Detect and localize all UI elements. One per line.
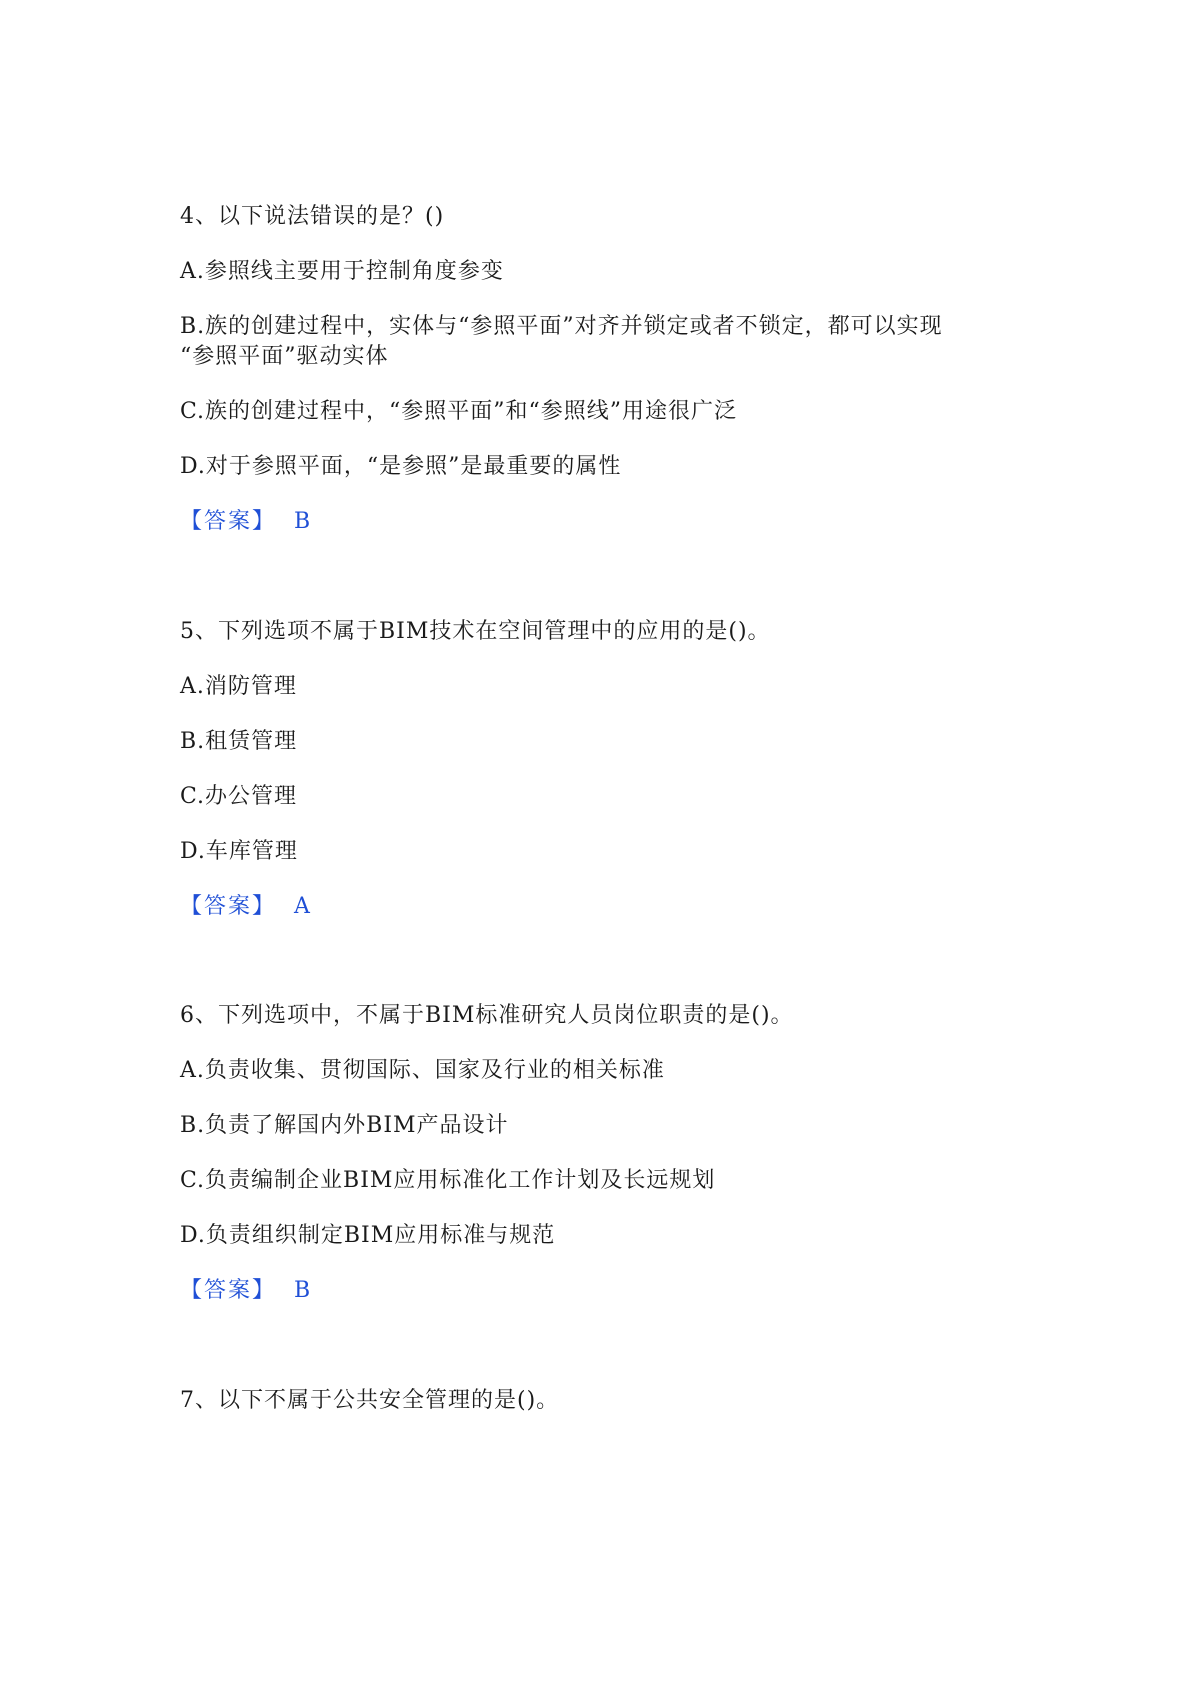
question-5-option-c: C.办公管理 xyxy=(180,784,298,809)
answer-label: 【答案】 xyxy=(180,1278,277,1303)
question-5-option-a: A.消防管理 xyxy=(180,674,297,699)
answer-value: B xyxy=(294,1278,311,1303)
question-5-answer xyxy=(180,892,310,922)
answer-value: A xyxy=(294,894,310,919)
question-6-answer xyxy=(180,1276,310,1306)
question-6-stem: 6、下列选项中，不属于BIM标准研究人员岗位职责的是()。 xyxy=(180,1003,794,1028)
answer-value: B xyxy=(294,509,311,534)
answer-label: 【答案】 xyxy=(180,894,277,919)
question-4-option-d: D.对于参照平面，“是参照”是最重要的属性 xyxy=(180,454,622,479)
question-5-option-d: D.车库管理 xyxy=(180,839,298,864)
question-5-option-b: B.租赁管理 xyxy=(180,729,298,754)
question-4-option-b-continued: “参照平面”驱动实体 xyxy=(180,344,389,369)
question-6-option-a: A.负责收集、贯彻国际、国家及行业的相关标准 xyxy=(180,1058,665,1083)
question-6-option-d: D.负责组织制定BIM应用标准与规范 xyxy=(180,1223,556,1248)
question-7-stem: 7、以下不属于公共安全管理的是()。 xyxy=(180,1388,560,1413)
question-4-option-b: B.族的创建过程中，实体与“参照平面”对齐并锁定或者不锁定，都可以实现 xyxy=(180,314,943,339)
answer-label: 【答案】 xyxy=(180,509,277,534)
question-4-option-c: C.族的创建过程中，“参照平面”和“参照线”用途很广泛 xyxy=(180,399,738,424)
question-4-option-a: A.参照线主要用于控制角度参变 xyxy=(180,259,504,284)
question-6-option-b: B.负责了解国内外BIM产品设计 xyxy=(180,1113,509,1138)
question-4-answer xyxy=(180,507,310,537)
question-6-option-c: C.负责编制企业BIM应用标准化工作计划及长远规划 xyxy=(180,1168,716,1193)
question-5-stem: 5、下列选项不属于BIM技术在空间管理中的应用的是()。 xyxy=(180,619,771,644)
question-4-stem: 4、以下说法错误的是？() xyxy=(180,204,445,229)
